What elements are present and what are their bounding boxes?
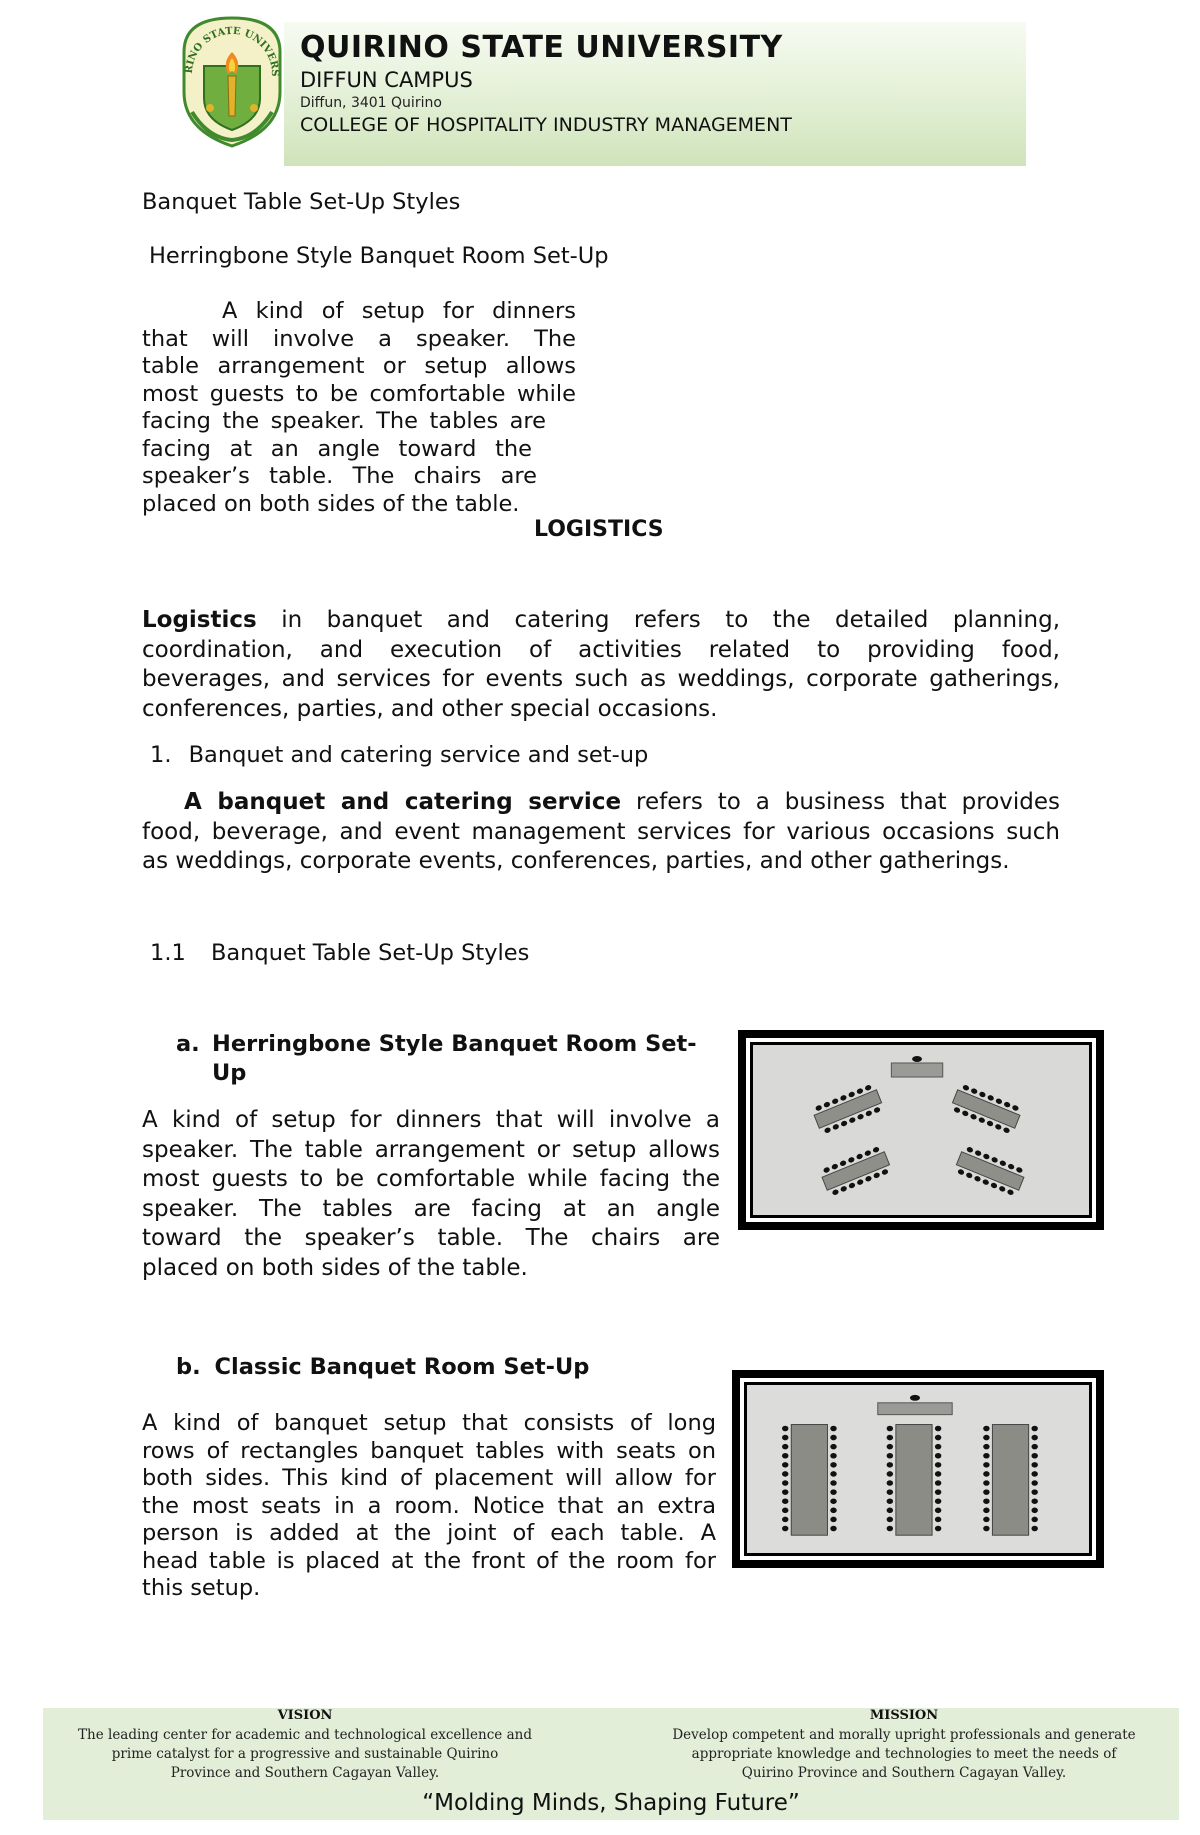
chair: [935, 1453, 941, 1459]
campus-name: DIFFUN CAMPUS: [300, 68, 473, 92]
list-number: 1.1: [150, 940, 186, 966]
paragraph-line: conferences, parties, and other special occasions.: [142, 695, 718, 722]
classic-paragraph: [142, 1410, 716, 1603]
herringbone-diagram: [753, 1045, 1089, 1215]
vision-text: [60, 1726, 550, 1783]
paragraph-line: most guests to be comfortable while facing the: [142, 1166, 720, 1192]
chair: [782, 1471, 788, 1477]
list-item-1: [150, 742, 648, 768]
heading-text: Classic Banquet Room Set-Up: [214, 1354, 590, 1380]
list-label: Banquet Table Set-Up Styles: [210, 940, 530, 966]
head-table: [878, 1403, 952, 1415]
chair: [1031, 1517, 1037, 1523]
paragraph-line: A kind of setup for dinners that will involve a: [142, 1107, 720, 1133]
chair: [782, 1444, 788, 1450]
chair: [1031, 1489, 1037, 1495]
paragraph-line: both sides. This kind of placement will allow for: [142, 1465, 716, 1491]
chair: [887, 1462, 893, 1468]
chair: [935, 1462, 941, 1468]
chair: [887, 1471, 893, 1477]
chair: [782, 1508, 788, 1514]
chair: [935, 1435, 941, 1441]
chair: [983, 1489, 989, 1495]
paragraph-line: rows of rectangles banquet tables with seats on: [142, 1437, 716, 1464]
chair: [887, 1508, 893, 1514]
chair: [887, 1489, 893, 1495]
classic-diagram: [747, 1385, 1089, 1553]
catering-service-paragraph: [142, 788, 1060, 877]
paragraph-line: food, beverage, and event management services for various occasions such: [142, 818, 1060, 845]
paragraph-line: the most seats in a room. Notice that an extra: [142, 1492, 716, 1519]
chair: [983, 1426, 989, 1432]
paragraph-line: facing at an angle toward the: [142, 435, 532, 462]
vision-line: prime catalyst for a progressive and sustainable Quirino: [111, 1746, 499, 1762]
chair: [1031, 1444, 1037, 1450]
chair: [935, 1526, 941, 1532]
chair: [782, 1462, 788, 1468]
chair: [887, 1498, 893, 1504]
university-name: QUIRINO STATE UNIVERSITY: [300, 30, 783, 65]
chair: [935, 1444, 941, 1450]
vision-line: Province and Southern Cagayan Valley.: [170, 1765, 440, 1781]
chair: [782, 1526, 788, 1532]
paragraph-line: A kind of banquet setup that consists of long: [142, 1410, 716, 1436]
chair: [912, 1056, 922, 1062]
chair: [782, 1517, 788, 1523]
paragraph-line: coordination, and execution of activities related to providing food,: [142, 636, 1060, 663]
chair: [983, 1444, 989, 1450]
chair: [935, 1517, 941, 1523]
chair: [887, 1517, 893, 1523]
chair: [782, 1435, 788, 1441]
chair: [782, 1480, 788, 1486]
paragraph-text: refers to a business that provides: [636, 789, 1060, 815]
chair: [830, 1435, 836, 1441]
chair: [983, 1471, 989, 1477]
chair: [983, 1453, 989, 1459]
vision-line: The leading center for academic and technological excellence and: [78, 1727, 532, 1743]
chair: [1031, 1426, 1037, 1432]
paragraph-line: facing the speaker. The tables are: [142, 408, 546, 434]
chair: [830, 1462, 836, 1468]
chair: [983, 1480, 989, 1486]
classic-setup-image: [732, 1370, 1104, 1568]
list-item-1-1: [150, 940, 529, 966]
paragraph-line: this setup.: [142, 1575, 261, 1601]
chair: [830, 1426, 836, 1432]
service-term: A banquet and catering service: [184, 789, 622, 815]
mission-heading: MISSION: [869, 1708, 939, 1723]
chair: [1031, 1480, 1037, 1486]
chair: [830, 1444, 836, 1450]
campus-address: Diffun, 3401 Quirino: [300, 95, 442, 111]
banquet-table: [791, 1425, 827, 1536]
list-number: 1.: [150, 742, 172, 768]
university-motto: “Molding Minds, Shaping Future”: [422, 1790, 800, 1816]
heading-line: Herringbone Style Banquet Room Set-: [212, 1031, 697, 1057]
chair: [983, 1498, 989, 1504]
herringbone-paragraph: [142, 1106, 720, 1283]
paragraph-line: beverages, and services for events such as weddings, corporate gatherings,: [142, 666, 1060, 692]
heading-line: Up: [212, 1060, 247, 1086]
paragraph-line: placed on both sides of the table.: [142, 490, 520, 517]
college-name: COLLEGE OF HOSPITALITY INDUSTRY MANAGEMENT: [300, 114, 792, 136]
chair: [1031, 1498, 1037, 1504]
intro-subtitle: Herringbone Style Banquet Room Set-Up: [149, 243, 609, 269]
paragraph-line: person is added at the joint of each table. A: [142, 1520, 716, 1546]
chair: [1031, 1462, 1037, 1468]
paragraph-line: A kind of setup for dinners: [222, 298, 576, 324]
chair: [830, 1453, 836, 1459]
chair: [782, 1498, 788, 1504]
paragraph-line: [142, 788, 1060, 818]
chair: [983, 1526, 989, 1532]
chair: [887, 1526, 893, 1532]
chair: [910, 1395, 920, 1401]
chair: [887, 1435, 893, 1441]
chair: [935, 1426, 941, 1432]
chair: [830, 1498, 836, 1504]
chair: [983, 1517, 989, 1523]
intro-paragraph: [142, 298, 576, 518]
paragraph-text: in banquet and catering refers to the detailed planning,: [281, 607, 1061, 633]
chair: [935, 1498, 941, 1504]
chair: [782, 1426, 788, 1432]
svg-text:QUIRINO STATE UNIVERSITY: RINO STATE UNIVERS: [183, 25, 281, 77]
herringbone-setup-image: [738, 1030, 1104, 1230]
paragraph-line: that will involve a speaker. The: [142, 325, 576, 352]
logistics-paragraph: [142, 606, 1060, 724]
speaker-table: [891, 1063, 942, 1077]
chair: [782, 1489, 788, 1495]
chair: [782, 1453, 788, 1459]
chair: [830, 1471, 836, 1477]
chair: [887, 1444, 893, 1450]
vision-heading: VISION: [277, 1708, 333, 1723]
chair: [935, 1480, 941, 1486]
chair: [830, 1508, 836, 1514]
chair: [887, 1480, 893, 1486]
chair: [983, 1508, 989, 1514]
paragraph-line: speaker’s table. The chairs are: [142, 463, 537, 489]
mission-line: Quirino Province and Southern Cagayan Valley.: [741, 1765, 1067, 1781]
mission-line: Develop competent and morally upright professionals and generate: [672, 1727, 1136, 1743]
chair: [983, 1462, 989, 1468]
chair: [1031, 1435, 1037, 1441]
paragraph-line: head table is placed at the front of the room for: [142, 1547, 716, 1574]
chair: [1031, 1508, 1037, 1514]
paragraph-line: most guests to be comfortable while: [142, 380, 576, 407]
paragraph-line: toward the speaker’s table. The chairs are: [142, 1225, 720, 1251]
paragraph-line: table arrangement or setup allows: [142, 353, 576, 379]
chair: [887, 1453, 893, 1459]
chair: [830, 1489, 836, 1495]
banquet-table: [992, 1425, 1028, 1536]
chair: [983, 1435, 989, 1441]
chair: [1031, 1526, 1037, 1532]
intro-title: Banquet Table Set-Up Styles: [142, 189, 461, 215]
heading-text: [212, 1030, 712, 1088]
classic-heading: [176, 1354, 589, 1380]
banquet-table: [896, 1425, 932, 1536]
paragraph-line: as weddings, corporate events, conferences, parties, and other gatherings.: [142, 848, 1010, 874]
chair: [1031, 1453, 1037, 1459]
list-label: Banquet and catering service and set-up: [188, 742, 649, 768]
list-marker: b.: [176, 1354, 201, 1380]
chair: [830, 1480, 836, 1486]
paragraph-line: speaker. The table arrangement or setup allows: [142, 1136, 720, 1163]
logistics-heading: LOGISTICS: [534, 517, 664, 542]
paragraph-line: placed on both sides of the table.: [142, 1254, 528, 1281]
chair: [935, 1489, 941, 1495]
chair: [935, 1471, 941, 1477]
chair: [1031, 1471, 1037, 1477]
chair: [887, 1426, 893, 1432]
list-marker: a.: [176, 1031, 200, 1057]
herringbone-heading: [176, 1030, 722, 1086]
paragraph-line: [142, 606, 1060, 636]
mission-line: appropriate knowledge and technologies to meet the needs of: [691, 1746, 1117, 1762]
chair: [830, 1526, 836, 1532]
paragraph-line: speaker. The tables are facing at an angle: [142, 1195, 720, 1222]
mission-text: [648, 1726, 1160, 1783]
chair: [935, 1508, 941, 1514]
university-seal: [178, 12, 286, 150]
logistics-term: Logistics: [142, 607, 257, 633]
chair: [830, 1517, 836, 1523]
